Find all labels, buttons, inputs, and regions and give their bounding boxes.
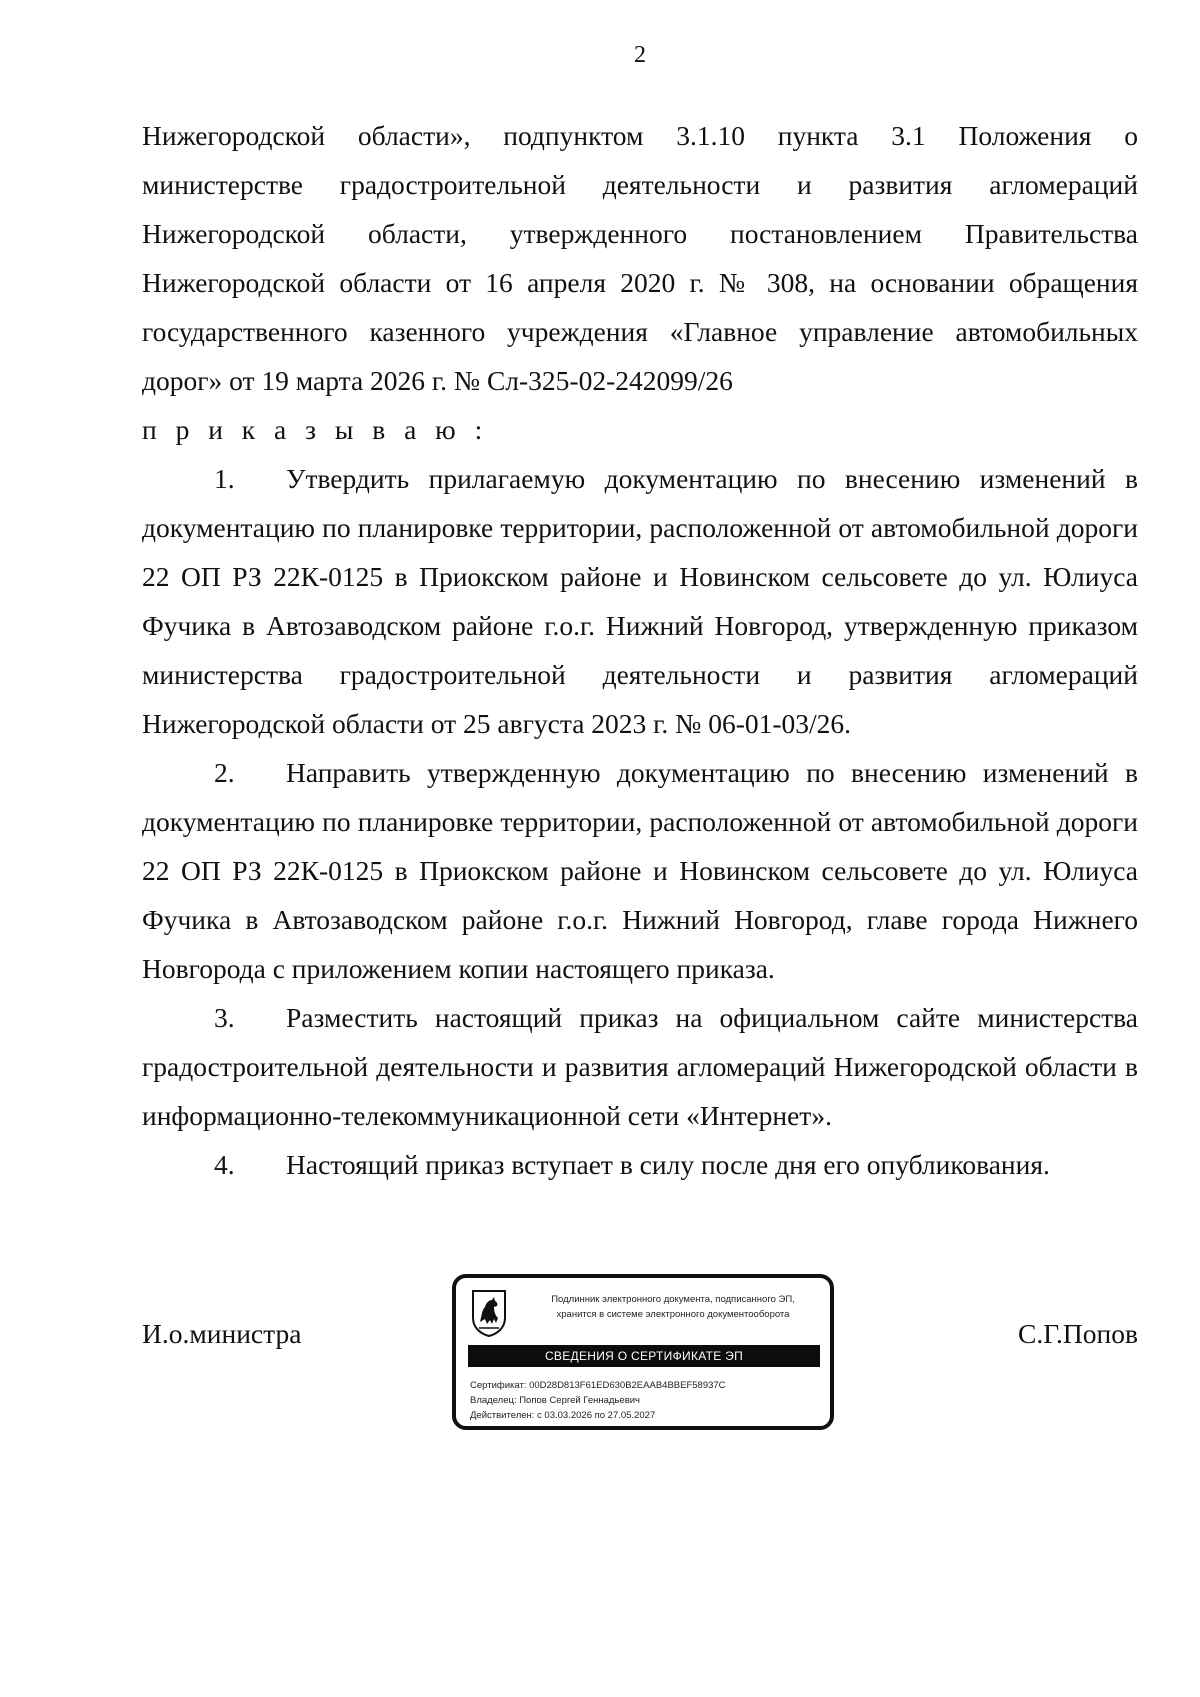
intro-line: Нижегородской области», подпунктом 3.1.10 пункта 3.1 Положения о <box>142 120 1138 151</box>
order-item-2 <box>142 748 1138 993</box>
order-word: п р и к а з ы в а ю : <box>142 414 489 445</box>
intro-line: Нижегородской области, утвержденного постановлением Правительства <box>142 218 1138 249</box>
item-number: 3. <box>214 1002 235 1033</box>
item-text: Разместить настоящий приказ на официальном сайте министерства градостроительной деятельности и развития агломераций Нижегородской области в информационно-телекоммуникационной сети «Интернет». <box>142 1002 1138 1131</box>
electronic-signature-stamp <box>452 1274 834 1430</box>
certificate-heading: СВЕДЕНИЯ О СЕРТИФИКАТЕ ЭП <box>468 1345 820 1367</box>
intro-line: Нижегородской области от 16 апреля 2020 г. № 308, на основании обращения <box>142 267 1138 298</box>
order-item-3 <box>142 993 1138 1140</box>
intro-paragraph <box>142 111 1138 405</box>
certificate-validity: Действителен: с 03.03.2026 по 27.05.2027 <box>470 1410 656 1421</box>
intro-line: дорог» от 19 марта 2026 г. № Сл-325-02-242099/26 <box>142 365 733 396</box>
intro-line: министерстве градостроительной деятельности и развития агломераций <box>142 169 1138 200</box>
order-item-4 <box>142 1140 1138 1189</box>
page-number: 2 <box>634 42 646 68</box>
item-number: 2. <box>214 757 235 788</box>
item-number: 4. <box>214 1149 235 1180</box>
signer-name: С.Г.Попов <box>1018 1318 1138 1349</box>
signer-position: И.о.министра <box>142 1318 302 1349</box>
certificate-number: Сертификат: 00D28D813F61ED630B2EAAB4BBEF58937C <box>470 1380 726 1391</box>
certificate-owner: Владелец: Попов Сергей Геннадьевич <box>470 1395 641 1406</box>
item-number: 1. <box>214 463 235 494</box>
stamp-note <box>518 1292 828 1322</box>
certificate-details <box>470 1378 726 1423</box>
stamp-note-line: хранится в системе электронного документооборота <box>556 1309 790 1320</box>
intro-line: государственного казенного учреждения «Главное управление автомобильных <box>142 316 1138 347</box>
item-text: Утвердить прилагаемую документацию по внесению изменений в документацию по планировке территории, расположенной от автомобильной дороги 22 ОП РЗ 22К-0125 в Приокском районе и Новинском сельсовете до ул. Юлиуса Фучика в Автозаводском районе г.о.г. Нижний Новгород, утвержденную приказом министерства градостроительной деятельности и развития агломераций Нижегородской области от 25 августа 2023 г. № 06-01-03/26. <box>142 463 1138 739</box>
item-text: Направить утвержденную документацию по внесению изменений в документацию по планировке территории, расположенной от автомобильной дороги 22 ОП РЗ 22К-0125 в Приокском районе и Новинском сельсовете до ул. Юлиуса Фучика в Автозаводском районе г.о.г. Нижний Новгород, главе города Нижнего Новгорода с приложением копии настоящего приказа. <box>142 757 1138 984</box>
item-text: Настоящий приказ вступает в силу после дня его опубликования. <box>286 1149 1050 1180</box>
document-body <box>142 111 1138 1189</box>
coat-of-arms-icon <box>470 1288 508 1338</box>
order-item-1 <box>142 454 1138 748</box>
stamp-note-line: Подлинник электронного документа, подписанного ЭП, <box>551 1294 795 1305</box>
